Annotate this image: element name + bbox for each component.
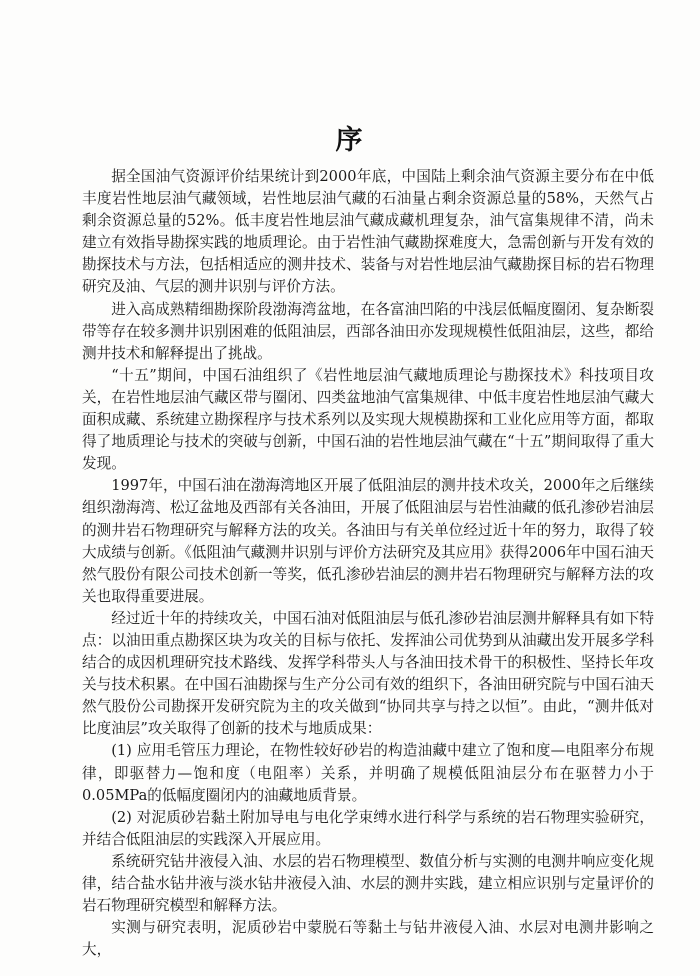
paragraph: (1) 应用毛管压力理论，在物性较好砂岩的构造油藏中建立了饱和度—电阻率分布规律，即驱替力—饱和度（电阻率）关系，并明确了规模低阻油层分布在驱替力小于0.05MPa的低幅度圈闭内的油藏地质背景。 — [82, 742, 654, 804]
paragraph: “十五”期间，中国石油组织了《岩性地层油气藏地质理论与勘探技术》科技项目攻关，在岩性地层油气藏区带与圈闭、四类盆地油气富集规律、中低丰度岩性地层油气藏大面积成藏、系统建立勘探程序与技术系列以及实现大规模勘探和工业化应用等方面，都取得了地质理论与技术的突破与创新，中国石油的岩性地层油气藏在“十五”期间取得了重大发现。 — [82, 366, 654, 473]
paragraph: 实测与研究表明，泥质砂岩中蒙脱石等黏土与钻井液侵入油、水层对电测井影响之大， — [82, 919, 654, 959]
page-title: 序 — [335, 125, 365, 156]
paragraph: 系统研究钻井液侵入油、水层的岩石物理模型、数值分析与实测的电测井响应变化规律，结合盐水钻井液与淡水钻井液侵入油、水层的测井实践，建立相应识别与定量评价的岩石物理研究模型和解释方法。 — [82, 852, 654, 915]
paragraph: 进入高成熟精细勘探阶段渤海湾盆地，在各富油凹陷的中浅层低幅度圈闭、复杂断裂带等存在较多测井识别困难的低阻油层，西部各油田亦发现规模性低阻油层，这些，都给测井技术和解释提出了挑战。 — [82, 300, 654, 362]
paragraph: (2) 对泥质砂岩黏土附加导电与电化学束缚水进行科学与系统的岩石物理实验研究，并结合低阻油层的实践深入开展应用。 — [82, 808, 654, 848]
paragraph: 据全国油气资源评价结果统计到2000年底，中国陆上剩余油气资源主要分布在中低丰度岩性地层油气藏领域，岩性地层油气藏的石油量占剩余资源总量的58%，天然气占剩余资源总量的52%。低丰度岩性地层油气藏成藏机理复杂，油气富集规律不清，尚未建立有效指导勘探实践的地质理论。由于岩性油气藏勘探难度大，急需创新与开发有效的勘探技术与方法，包括相适应的测井技术、装备与对岩性地层油气藏勘探目标的岩石物理研究及油、气层的测井识别与评价方法。 — [82, 168, 654, 296]
document-body — [82, 166, 654, 961]
paragraph: 1997年，中国石油在渤海湾地区开展了低阻油层的测井技术攻关，2000年之后继续组织渤海湾、松辽盆地及西部有关各油田，开展了低阻油层与岩性油藏的低孔渗砂岩油层的测井岩石物理研究与解释方法的攻关。各油田与有关单位经过近十年的努力，取得了较大成绩与创新。《低阻油气藏测井识别与评价方法研究及其应用》获得2006年中国石油天然气股份有限公司技术创新一等奖，低孔渗砂岩油层的测井岩石物理研究与解释方法的攻关也取得重要进展。 — [82, 477, 654, 605]
paragraph: 经过近十年的持续攻关，中国石油对低阻油层与低孔渗砂岩油层测井解释具有如下特点：以油田重点勘探区块为攻关的目标与依托、发挥油公司优势到从油藏出发开展多学科结合的成因机理研究技术路线、发挥学科带头人与各油田技术骨干的积极性、坚持长年攻关与技术积累。在中国石油勘探与生产分公司有效的组织下，各油田研究院与中国石油天然气股份公司勘探开发研究院为主的攻关做到“协同共享与持之以恒”。由此，“测井低对比度油层”攻关取得了创新的技术与地质成果： — [82, 609, 654, 738]
